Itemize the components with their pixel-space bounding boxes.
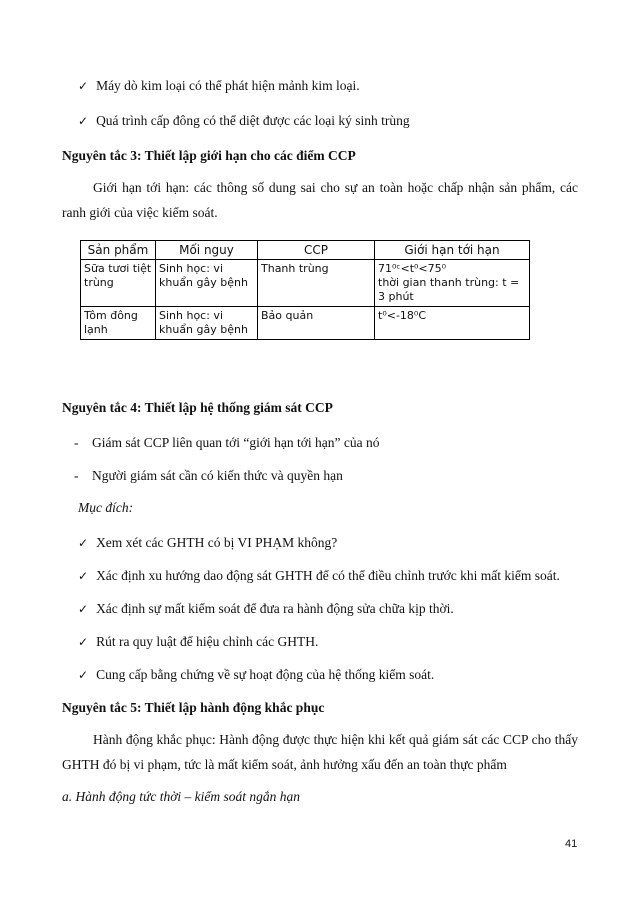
critical-limits-table [80, 240, 530, 340]
table-row [81, 307, 530, 340]
section-heading: Nguyên tắc 4: Thiết lập hệ thống giám sát CCP [62, 400, 333, 415]
dash-item: - Người giám sát cần có kiến thức và quyền hạn [74, 468, 343, 483]
table-header-row [81, 241, 530, 260]
table-cell: 71⁰ᶜ<t⁰<75⁰ thời gian thanh trùng: t = 3 phút [375, 260, 530, 307]
column-header: Giới hạn tới hạn [375, 241, 530, 260]
dash-item: - Giám sát CCP liên quan tới “giới hạn tới hạn” của nó [74, 435, 380, 450]
checklist-item: ✓ Quá trình cấp đông có thể diệt được các loại ký sinh trùng [78, 113, 410, 129]
table-row [81, 260, 530, 307]
section-heading: Nguyên tắc 5: Thiết lập hành động khắc phục [62, 700, 325, 715]
table-cell: Sinh học: vi khuẩn gây bệnh [156, 307, 258, 340]
dash-item-text: Người giám sát cần có kiến thức và quyền hạn [92, 468, 343, 483]
checklist-item: ✓ Rút ra quy luật để hiệu chỉnh các GHTH. [78, 634, 318, 650]
purpose-label: Mục đích: [78, 500, 134, 515]
section-heading: Nguyên tắc 3: Thiết lập giới hạn cho các điểm CCP [62, 148, 356, 163]
subheading: a. Hành động tức thời – kiểm soát ngắn hạn [62, 789, 301, 804]
paragraph: Giới hạn tới hạn: các thông số dung sai cho sự an toàn hoặc chấp nhận sản phẩm, các ranh giới của việc kiểm soát. [62, 180, 578, 220]
checklist-item: ✓ Xem xét các GHTH có bị VI PHẠM không? [78, 535, 337, 551]
checklist-item: ✓ Cung cấp bằng chứng về sự hoạt động của hệ thống kiểm soát. [78, 667, 434, 683]
table-cell: t⁰<-18⁰C [375, 307, 530, 340]
checklist-item: ✓ Máy dò kim loại có thể phát hiện mảnh kim loại. [78, 78, 360, 94]
paragraph: Hành động khắc phục: Hành động được thực hiện khi kết quả giám sát các CCP cho thấy GHTH đó bị vi phạm, tức là mất kiểm soát, ảnh hưởng xấu đến an toàn thực phẩm [62, 732, 578, 772]
table-cell: Tôm đông lạnh [81, 307, 156, 340]
table-cell: Sữa tươi tiệt trùng [81, 260, 156, 307]
dash-item-text: Giám sát CCP liên quan tới “giới hạn tới hạn” của nó [92, 435, 380, 450]
column-header: Mối nguy [156, 241, 258, 260]
table-cell: Thanh trùng [258, 260, 375, 307]
column-header: CCP [258, 241, 375, 260]
column-header: Sản phẩm [81, 241, 156, 260]
checklist-item: ✓ Xác định xu hướng dao động sát GHTH để có thể điều chỉnh trước khi mất kiểm soát. [78, 568, 560, 584]
table-cell: Sinh học: vi khuẩn gây bệnh [156, 260, 258, 307]
page-number: 41 [565, 838, 578, 850]
table-cell: Bảo quản [258, 307, 375, 340]
checklist-item: ✓ Xác định sự mất kiểm soát để đưa ra hành động sửa chữa kịp thời. [78, 601, 454, 617]
